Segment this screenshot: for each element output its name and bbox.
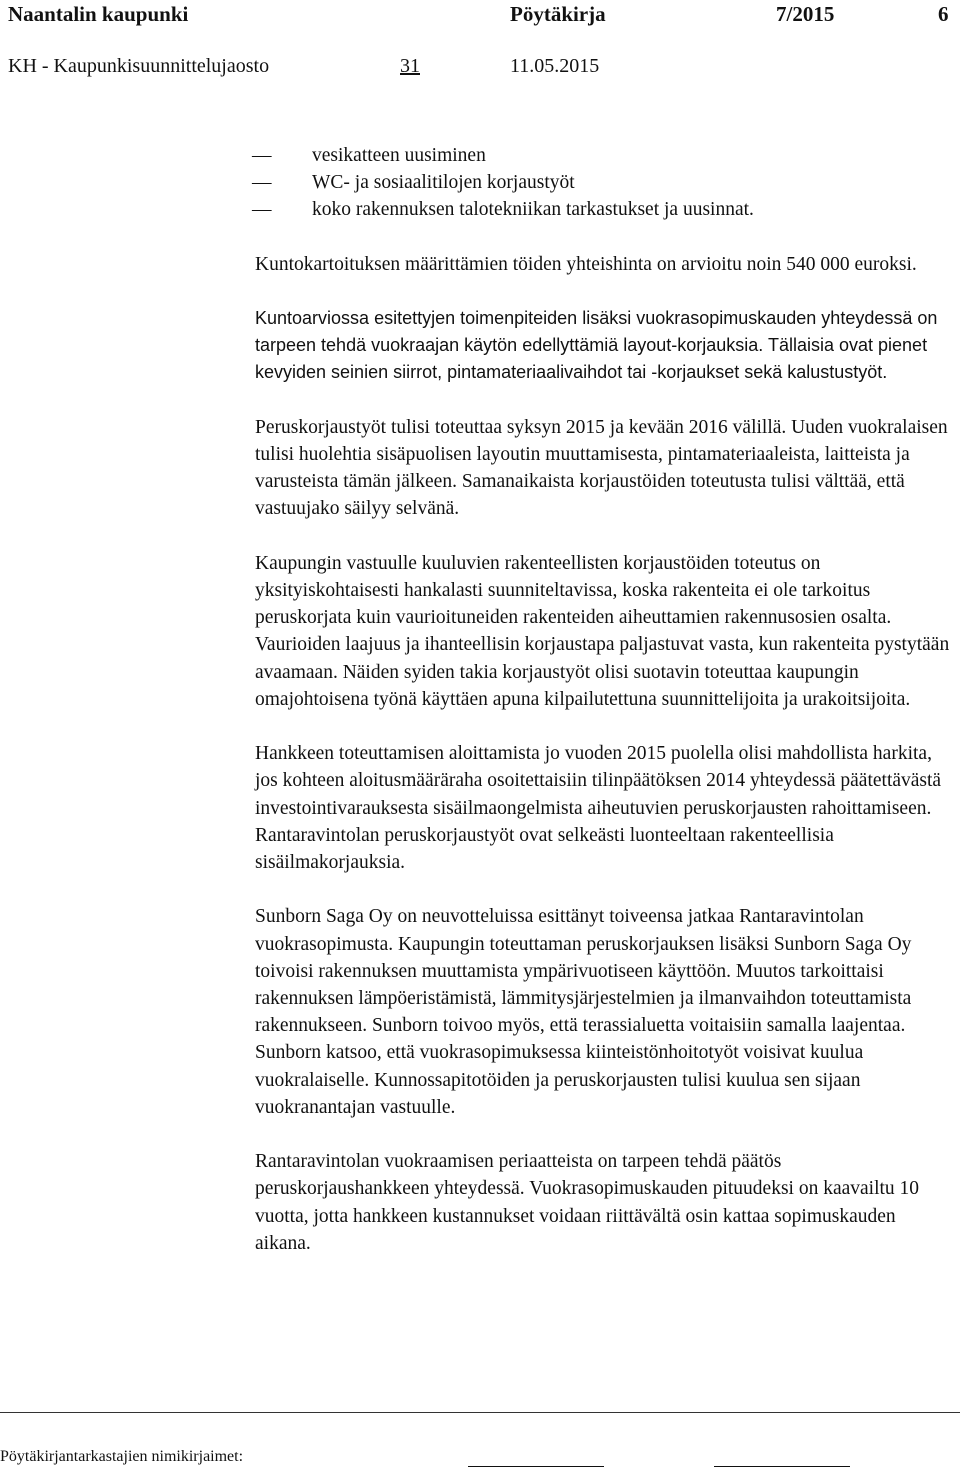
paragraph: Sunborn Saga Oy on neuvotteluissa esittänyt toiveensa jatkaa Rantaravintolan vuokrasopimusta. Kaupungin toteuttaman peruskorjauksen lisäksi Sunborn Saga Oy toivoisi rakennuksen muuttamista ympärivuotiseen käyttöön. Muutos tarkoittaisi rakennuksen lämpöeristämistä, lämmitysjärjestelmien ja ilmanvaihdon toteuttamista rakennukseen. Sunborn toivoo myös, että terassialuetta voitaisiin samalla laajentaa. Sunborn katsoo, että vuokrasopimuksessa kiinteistönhoitotyöt voisivat kuulua vuokralaiselle. Kunnossapitotöiden ja peruskorjausten tulisi kuulua sen sijaan vuokranantajan vastuulle.	[255, 906, 912, 1118]
list-item: — koko rakennuksen talotekniikan tarkastukset ja uusinnat.	[255, 196, 955, 223]
dash-icon: —	[252, 145, 272, 166]
list-item: — vesikatteen uusiminen	[255, 142, 955, 169]
bullet-list	[252, 142, 955, 224]
page-number: 6	[938, 2, 949, 26]
footer-divider	[0, 1412, 960, 1413]
paragraph: Peruskorjaustyöt tulisi toteuttaa syksyn 2015 ja kevään 2016 välillä. Uuden vuokralaisen tulisi huolehtia sisäpuolisen layoutin muuttamisesta, pintamateriaaleista, laitteista ja varusteista tämän jälkeen. Samanaikaista korjaustöiden toteutusta tulisi välttää, että vastuujako säilyy selvänä.	[255, 416, 948, 520]
meeting-header	[8, 55, 952, 81]
dash-icon: —	[252, 199, 272, 221]
section-number: 31	[400, 55, 420, 77]
list-item: — WC- ja sosiaalitilojen korjaustyöt	[255, 169, 955, 196]
signature-line	[714, 1466, 850, 1467]
document-number: 7/2015	[776, 2, 835, 26]
meeting-date: 11.05.2015	[510, 55, 600, 77]
document-type: Pöytäkirja	[510, 2, 606, 26]
paragraph: Rantaravintolan vuokraamisen periaatteista on tarpeen tehdä päätös peruskorjaushankkeen yhteydessä. Vuokrasopimuskauden pituudeksi on kaavailtu 10 vuotta, jotta hankkeen kustannukset voidaan riittävältä osin kattaa sopimuskauden aikana.	[255, 1151, 920, 1254]
committee-name: KH - Kaupunkisuunnittelujaosto	[8, 55, 270, 77]
signature-label: Pöytäkirjantarkastajien nimikirjaimet:	[0, 1448, 244, 1465]
document-header	[8, 2, 952, 28]
paragraph: Kuntokartoituksen määrittämien töiden yhteishinta on arvioitu noin 540 000 euroksi.	[255, 253, 917, 275]
document-body	[252, 142, 955, 1284]
dash-icon: —	[252, 172, 272, 194]
paragraph: Kuntoarviossa esitettyjen toimenpiteiden lisäksi vuokrasopimuskauden yhteydessä on tarpeen tehdä vuokraajan käytön edellyttämiä layout-korjauksia. Tällaisia ovat pienet kevyiden seinien siirrot, pintamateriaalivaihdot tai -korjaukset sekä kalustustyöt.	[255, 308, 938, 383]
city-name: Naantalin kaupunki	[8, 2, 189, 26]
signature-line	[468, 1466, 604, 1467]
paragraph: Hankkeen toteuttamisen aloittamista jo vuoden 2015 puolella olisi mahdollista harkita, jos kohteen aloitusmääräraha osoitettaisiin tilinpäätöksen 2014 yhteydessä päätettävästä investointivarauksesta sisäilmaongelmista aiheutuvien peruskorjausten rahoittamiseen. Rantaravintolan peruskorjaustyöt ovat selkeästi luonteeltaan rakenteellisia sisäilmakorjauksia.	[255, 743, 942, 874]
paragraph: Kaupungin vastuulle kuuluvien rakenteellisten korjaustöiden toteutus on yksityiskohtaisesti hankalasti suunniteltavissa, koska rakenteita ei ole tarkoitus peruskorjata kuin vaurioituneiden rakenteiden aiheuttamien rakennusosien osalta. Vaurioiden laajuus ja ihanteellisin korjaustapa paljastuvat vasta, kun rakenteita pystytään avaamaan. Näiden syiden takia korjaustyöt olisi suotavin toteuttaa kaupungin omajohtoisena työnä käyttäen apuna kilpailutettuna suunnittelijoita ja urakoitsijoita.	[255, 552, 950, 710]
